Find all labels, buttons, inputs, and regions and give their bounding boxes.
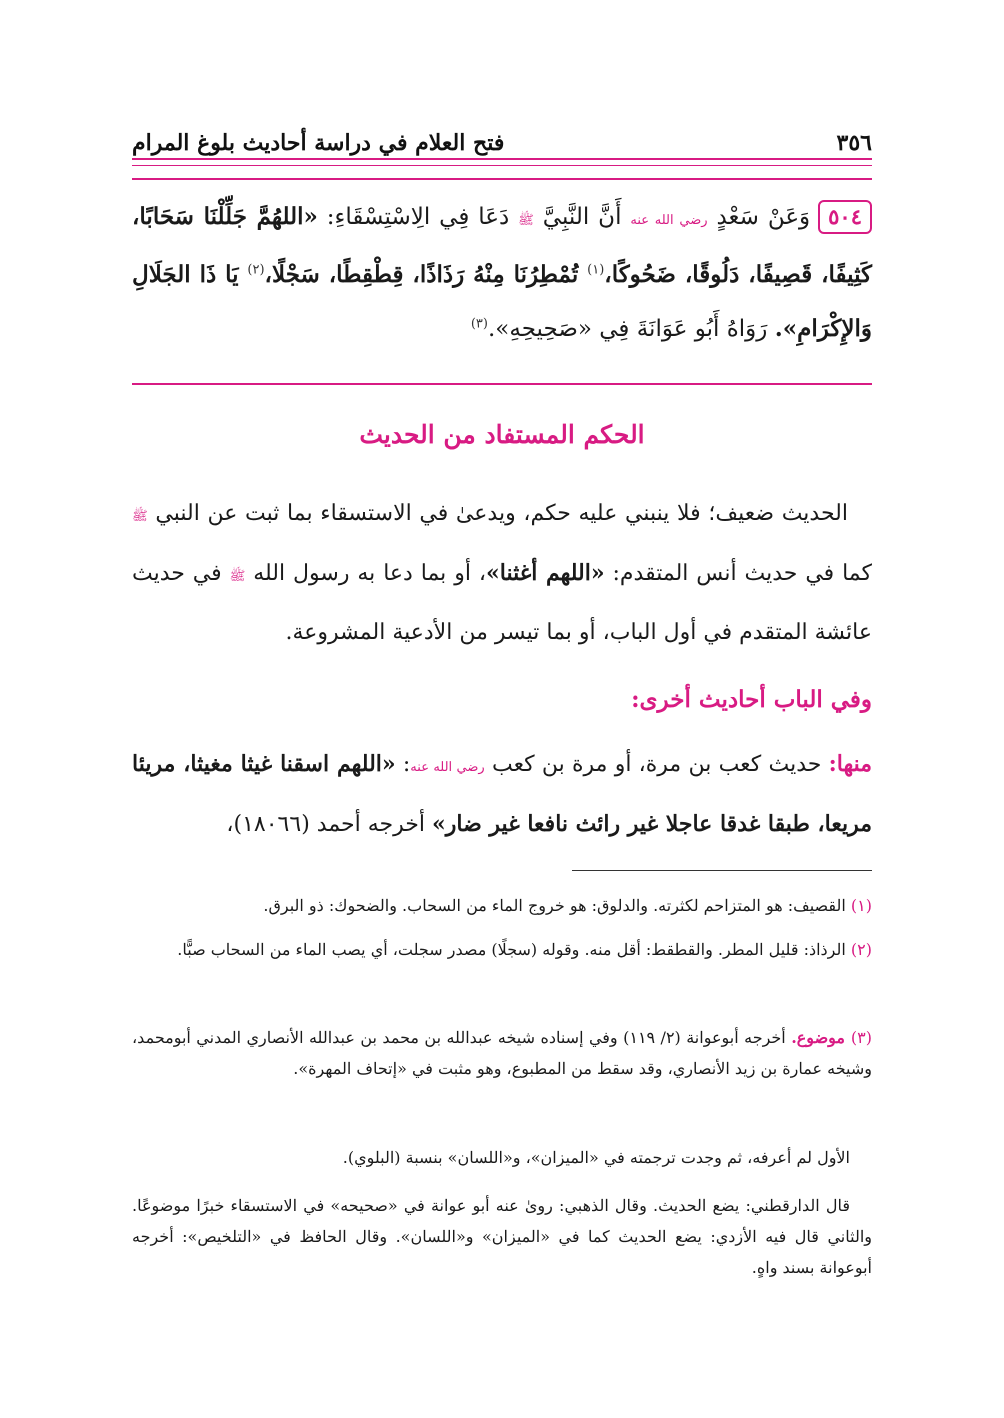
footnote-grade: موضوع. [791,1028,851,1047]
ruling-text-d: في حديث عائشة المتقدم في أول الباب، أو بما تيسر من الأدعية المشروعة. [132,561,872,645]
footnote-ref-1[interactable]: (١) [587,262,605,278]
hadith-text [132,190,872,356]
other-text-c: أخرجه أحمد (١٨٠٦٦)، [226,812,432,837]
book-title: فتح العلام في دراسة أحاديث بلوغ المرام [132,130,505,156]
ruling-text-c: ، أو بما دعا به رسول الله [245,561,486,586]
other-text-a: حديث كعب بن مرة، أو مرة بن كعب [484,752,829,777]
salla-glyph: ﷺ [132,509,148,524]
footnote-number: (٢) [850,940,872,959]
footnote-number: (١) [850,896,872,915]
hadith-narration-b: أَنَّ النَّبِيَّ [533,204,631,230]
hadith-top-rule [132,178,872,180]
other-hadith-paragraph [132,736,872,853]
hadith-quote-1: «اللهُمَّ جَلِّلْنَا سَحَابًا، كَثِيفًا، قَصِيفًا، دَلُوقًا، ضَحُوكًا، [132,203,873,288]
footnote-ref-3[interactable]: (٣) [470,316,488,332]
ruling-quote: «اللهم أغثنا» [486,560,605,586]
page-number: ٣٥٦ [836,130,872,156]
radiya-glyph: رضي الله عنه [630,213,708,228]
header-rule-thin [132,165,872,166]
minha-label: منها: [828,751,873,777]
salla-glyph: ﷺ [229,569,246,584]
footnote-text: قال الدارقطني: يضع الحديث. وقال الذهبي: روىٰ عنه أبو عوانة في «صحيحه» في الاستسقاء خبرًا موضوعًا. والثاني قال فيه الأزدي: يضع الحديث كما في «الميزان» و«اللسان». وقال الحافظ في «التلخيص»: أخرجه أبوعوانة بسند واهٍ. [132,1196,872,1277]
hadith-source: رَوَاهُ أَبُو عَوَانَةَ فِي «صَحِيحِهِ». [487,316,775,342]
other-quote: «اللهم اسقنا غيثا مغيثا، مريئا مريعا، طبقا غدقا عاجلا غير رائث نافعا غير ضار» [132,751,872,837]
section-title: الحكم المستفاد من الحديث [359,420,645,449]
footnote-number: (٣) [850,1028,873,1047]
hadith-number-badge: ٥٠٤ [818,200,872,234]
hadith-bottom-rule [132,383,872,385]
footnote-3-paragraph-3 [132,1190,872,1283]
hadith-narration-c: دَعَا فِي الِاسْتِسْقَاءِ: [317,204,519,230]
hadith-quote-3: يَا ذَا الجَلَالِ وَالإِكْرَامِ». [132,261,872,342]
running-header [132,120,872,156]
footnote-separator [572,870,872,871]
hadith-quote-2: تُمْطِرُنَا مِنْهُ رَذَاذًا، قِطْقِطًا، سَجْلًا، [264,261,588,288]
footnote-1 [132,890,872,921]
footnote-text: القصيف: هو المتزاحم لكثرته. والدلوق: هو خروج الماء من السحاب. والضحوك: ذو البرق. [263,896,851,915]
salla-glyph: ﷺ [518,213,534,228]
footnote-text: أخرجه أبوعوانة (٢/ ١١٩) وفي إسناده شيخه عبدالله بن محمد بن عبدالله الأنصاري المدني أبومحمد، وشيخه عمارة بن زيد الأنصاري، وقد سقط من المطبوع، وهو مثبت في «إتحاف المهرة». [132,1028,872,1078]
header-rule-thick [132,158,872,160]
ruling-paragraph [132,486,872,661]
footnote-2 [132,934,872,965]
other-text-b: : [395,752,411,777]
ruling-text-a: الحديث ضعيف؛ فلا ينبني عليه حكم، ويدعىٰ في الاستسقاء بما ثبت عن النبي [147,501,848,526]
ruling-text-b: كما في حديث أنس المتقدم: [604,561,872,586]
radiya-glyph: رضي الله عنه [410,760,485,775]
footnote-3 [132,1022,872,1084]
hadith-narration-a: وَعَنْ سَعْدٍ [707,204,811,230]
footnote-text: الأول لم أعرفه، ثم وجدت ترجمته في «الميزان»، و«اللسان» بنسبة (البلوي). [342,1148,850,1167]
footnote-text: الرذاذ: قليل المطر. والقطقط: أقل منه. وقوله (سجلًا) مصدر سجلت، أي يصب الماء من السحاب صبًّا. [177,940,851,959]
footnote-ref-2[interactable]: (٢) [247,262,265,278]
other-hadiths-heading: وفي الباب أحاديث أخرى: [631,686,872,713]
footnote-3-paragraph-2 [132,1142,872,1173]
